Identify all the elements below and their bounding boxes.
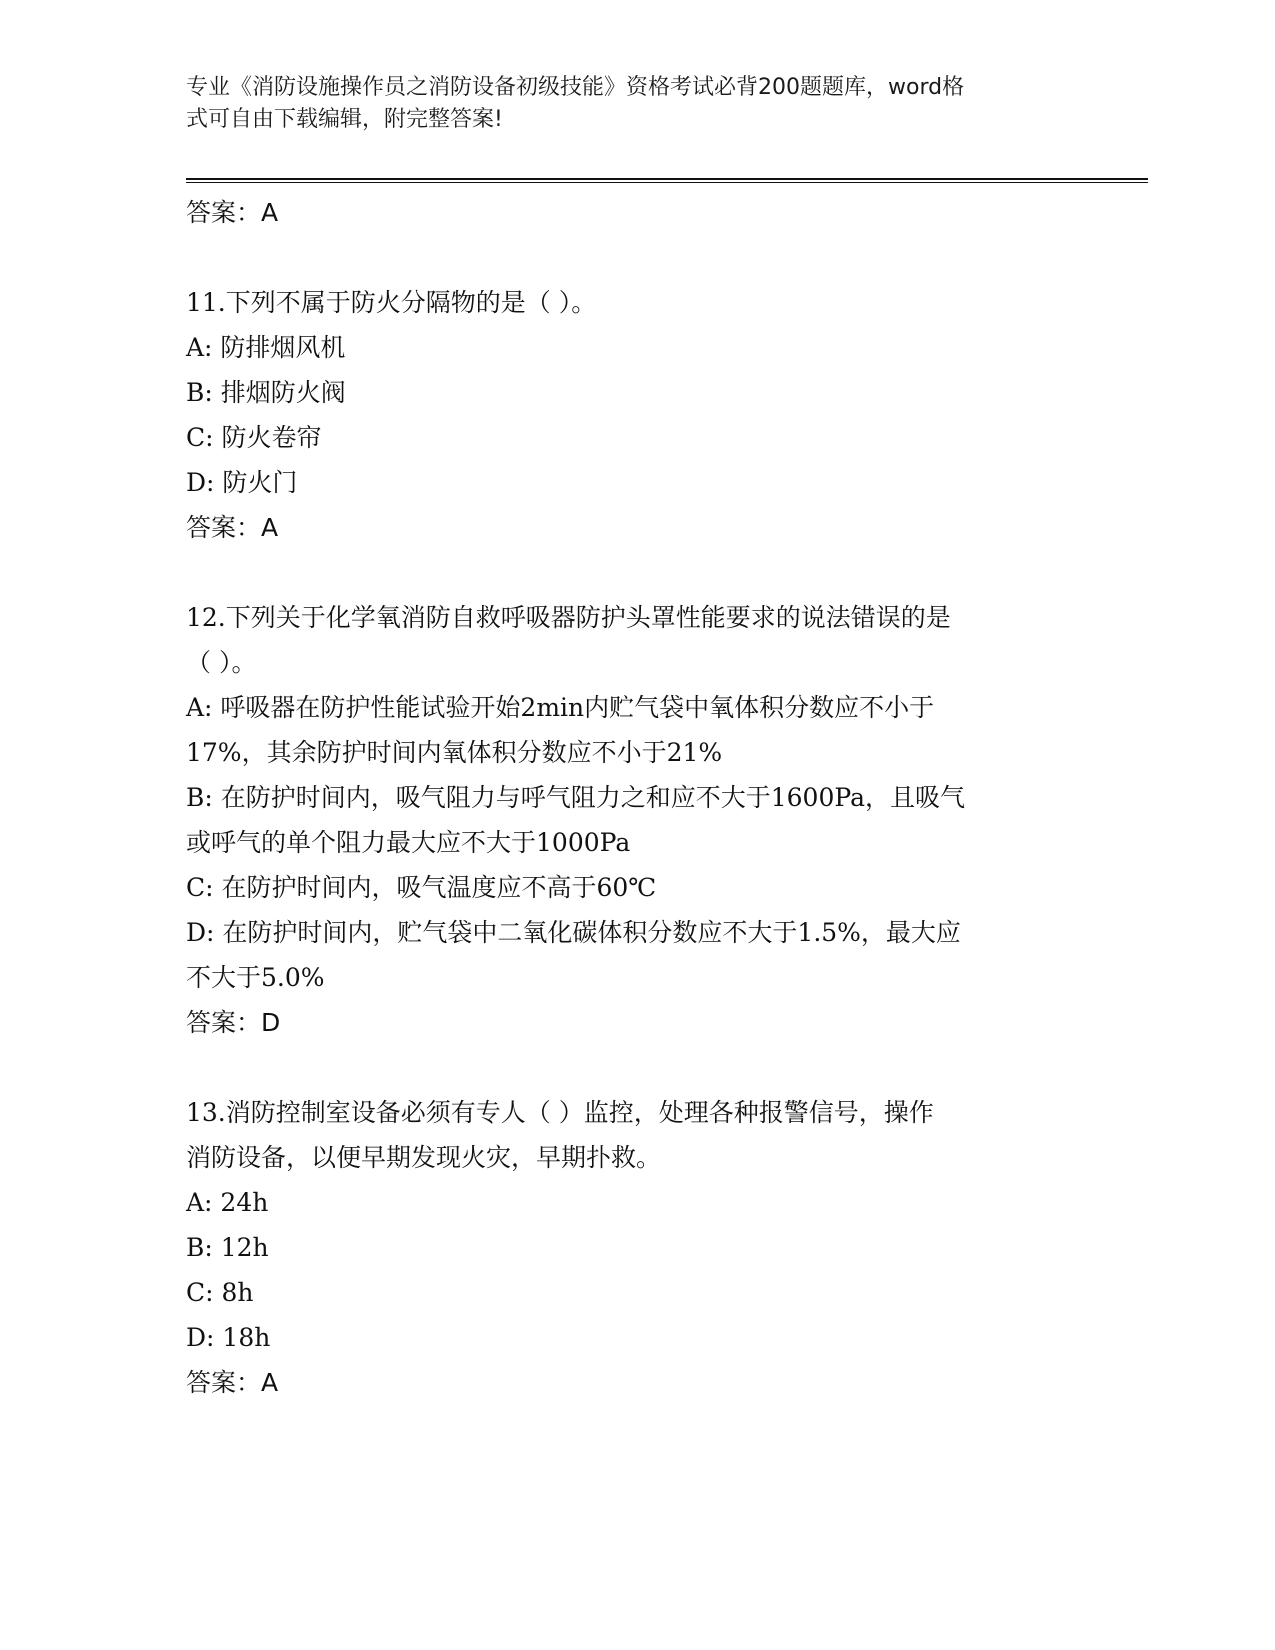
option-a-line-2: 17%，其余防护时间内氧体积分数应不小于21%	[186, 738, 723, 767]
option-c: C: 8h	[186, 1278, 254, 1307]
option-a-line-1: A: 呼吸器在防护性能试验开始2min内贮气袋中氧体积分数应不小于	[186, 693, 935, 722]
header-line-1: 专业《消防设施操作员之消防设备初级技能》资格考试必背200题题库，word格	[186, 75, 965, 100]
question-12	[186, 595, 1076, 1045]
option-c: C: 防火卷帘	[186, 423, 322, 452]
document-header	[186, 72, 1066, 136]
option-a: A: 24h	[186, 1188, 269, 1217]
option-d: D: 18h	[186, 1323, 271, 1352]
question-stem-line-1: 12.下列关于化学氧消防自救呼吸器防护头罩性能要求的说法错误的是	[186, 603, 951, 632]
question-13	[186, 1090, 1076, 1405]
answer-line: 答案：A	[186, 198, 279, 227]
answer-line: 答案：A	[186, 513, 279, 542]
option-a: A: 防排烟风机	[186, 333, 346, 362]
option-b-line-1: B: 在防护时间内，吸气阻力与呼气阻力之和应不大于1600Pa，且吸气	[186, 783, 965, 812]
question-stem-line-2: 消防设备，以便早期发现火灾，早期扑救。	[186, 1143, 662, 1172]
previous-question-answer	[186, 190, 1076, 235]
header-line-2: 式可自由下载编辑，附完整答案!	[186, 107, 503, 132]
option-c: C: 在防护时间内，吸气温度应不高于60℃	[186, 873, 657, 902]
answer-line: 答案：D	[186, 1008, 281, 1037]
question-11	[186, 280, 1076, 550]
option-d: D: 防火门	[186, 468, 298, 497]
option-d-line-2: 不大于5.0%	[186, 963, 325, 992]
header-divider-thin	[186, 182, 1148, 183]
option-b: B: 排烟防火阀	[186, 378, 346, 407]
header-divider-thick	[186, 178, 1148, 180]
question-stem: 11.下列不属于防火分隔物的是（ ）。	[186, 288, 597, 317]
option-b-line-2: 或呼气的单个阻力最大应不大于1000Pa	[186, 828, 631, 857]
option-d-line-1: D: 在防护时间内，贮气袋中二氧化碳体积分数应不大于1.5%，最大应	[186, 918, 961, 947]
answer-line: 答案：A	[186, 1368, 279, 1397]
question-content	[186, 190, 1076, 1405]
option-b: B: 12h	[186, 1233, 269, 1262]
question-stem-line-1: 13.消防控制室设备必须有专人（ ）监控，处理各种报警信号，操作	[186, 1098, 934, 1127]
question-stem-line-2: （ ）。	[186, 648, 257, 677]
